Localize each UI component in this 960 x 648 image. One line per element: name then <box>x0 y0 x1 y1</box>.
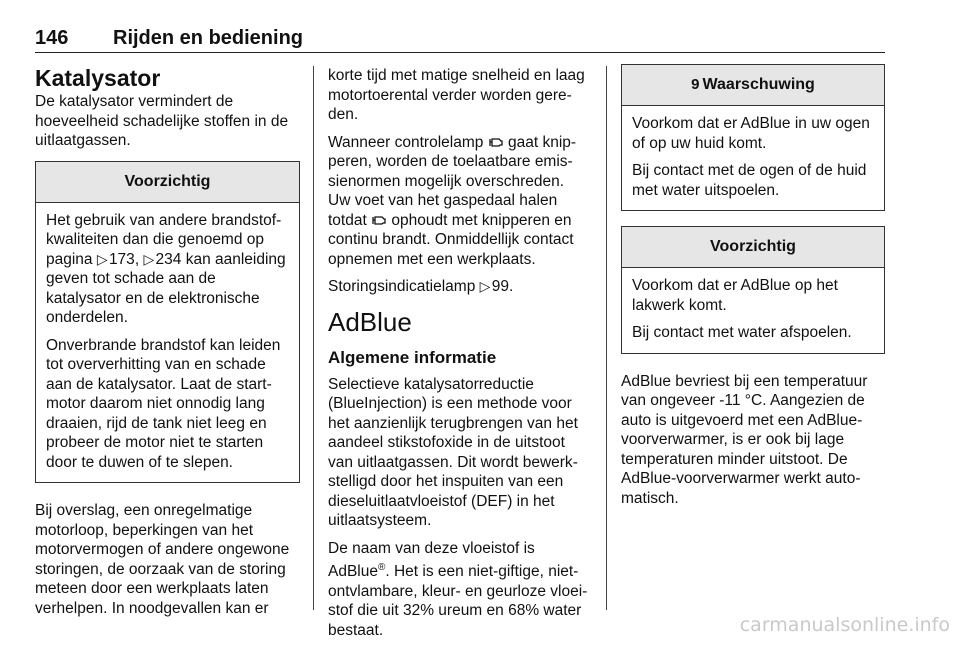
body-text: Storingsindicatielamp <box>328 278 480 295</box>
body-paragraph: Selectieve katalysatorreductie (BlueInjection) is een methode voor het aanzienlijk terugbrengen van het aandeel stikstofoxide in de uitstoot van uitlaatgassen. Dit wordt bewerkstelligd door het inspuiten van een dieseluitlaatvloeistof (DEF) in het uitlaatsysteem. <box>328 375 578 529</box>
body-text: . <box>508 278 514 295</box>
caution-box-body <box>622 268 884 353</box>
warning-triangle-icon: 9 <box>691 76 700 93</box>
body-paragraph: Bij overslag, een onregelmatige motorloop, beperkingen van het motorvermogen of andere ongewone storingen, de oorzaak van de storing meteen door een werkplaats laten verhelpen. In noodgevallen kan er <box>35 502 290 617</box>
column-divider <box>606 66 607 610</box>
subheading-general-info: Algemene informatie <box>328 347 497 367</box>
body-text: gaat knipperen, worden de toelaatbare emissienormen mogelijk overschreden. Uw voet van het gaspedaal halen totdat <box>328 133 577 229</box>
caution-paragraph-2: Bij contact met water afspoelen. <box>632 324 852 341</box>
column-2 <box>328 66 590 648</box>
page-reference-arrow-icon: ▷ <box>96 250 108 267</box>
page-reference-link[interactable]: 173 <box>108 250 135 268</box>
page-header <box>35 26 885 53</box>
page-reference-link[interactable]: 234 <box>155 250 182 268</box>
column-3 <box>621 64 885 516</box>
caution-text: Het gebruik van andere brandstofkwaliteiten dan die genoemd op pagina <box>46 211 282 268</box>
column-divider <box>313 66 314 610</box>
warning-paragraph-1: Voorkom dat er AdBlue in uw ogen of op uw huid komt. <box>632 115 870 152</box>
caution-box <box>621 226 885 354</box>
caution-box <box>35 161 300 484</box>
warning-paragraph-2: Bij contact met de ogen of de huid met water uitspoelen. <box>632 162 867 199</box>
warning-box-body <box>622 106 884 210</box>
caution-paragraph-1: Voorkom dat er AdBlue op het lakwerk komt. <box>632 277 838 314</box>
warning-box-title <box>622 65 884 106</box>
body-text: . Het is een niet-giftige, niet-ontvlambare, kleur- en geurloze vloeistof die uit 32% ureum en 68% water bestaat. <box>328 563 588 639</box>
separator: , <box>134 250 144 268</box>
caution-box-title: Voorzichtig <box>36 162 299 203</box>
engine-check-lamp-icon <box>371 214 387 226</box>
warning-title-text: Waarschuwing <box>702 76 815 93</box>
body-paragraph <box>328 277 590 297</box>
page-reference-arrow-icon: ▷ <box>143 250 155 267</box>
body-text: Wanneer controlelamp <box>328 133 488 151</box>
caution-paragraph-1 <box>46 211 289 328</box>
engine-check-lamp-icon <box>488 136 504 148</box>
body-paragraph: korte tijd met matige snelheid en laag motortoerental verder worden gereden. <box>328 67 585 123</box>
caution-text: kan aanleiding geven tot schade aan de katalysator en de elektronische onderdelen. <box>46 250 286 326</box>
watermark: carmanualsonline.info <box>739 614 950 636</box>
page-number: 146 <box>35 27 69 49</box>
body-paragraph: AdBlue bevriest bij een temperatuur van ongeveer -11 °C. Aangezien de auto is uitgevoerd met een AdBlue-voorverwarmer, is er ook bij lage temperaturen minder uitstoot. De AdBlue-voorverwarmer werkt automatisch. <box>621 372 868 507</box>
caution-paragraph-2: Onverbrande brandstof kan leiden tot oververhitting van en schade aan de katalysator. Laat de startmotor daarom niet onnodig lang draaien, rijd de tank niet leeg en probeer de motor niet te starten door te duwen of te slepen. <box>46 336 281 471</box>
section-heading-adblue: AdBlue <box>328 306 412 337</box>
intro-paragraph: De katalysator vermindert de hoeveelheid schadelijke stoffen in de uitlaatgassen. <box>35 93 289 149</box>
body-text: De naam van deze vloeistof is AdBlue <box>328 539 535 581</box>
registered-mark: ® <box>377 562 386 573</box>
chapter-title: Rijden en bediening <box>113 27 304 49</box>
page-reference-link[interactable]: 99 <box>491 278 509 295</box>
body-paragraph-lamp <box>328 133 590 270</box>
body-paragraph <box>328 539 590 641</box>
column-1 <box>35 64 300 626</box>
page-reference-arrow-icon: ▷ <box>479 278 491 294</box>
section-heading-katalysator: Katalysator <box>35 65 161 91</box>
body-text: ophoudt met knipperen en continu brandt. Onmiddellijk contact opnemen met een werkplaats. <box>328 211 574 268</box>
caution-box-body <box>36 203 299 483</box>
caution-box-title: Voorzichtig <box>622 227 884 268</box>
warning-box <box>621 64 885 211</box>
